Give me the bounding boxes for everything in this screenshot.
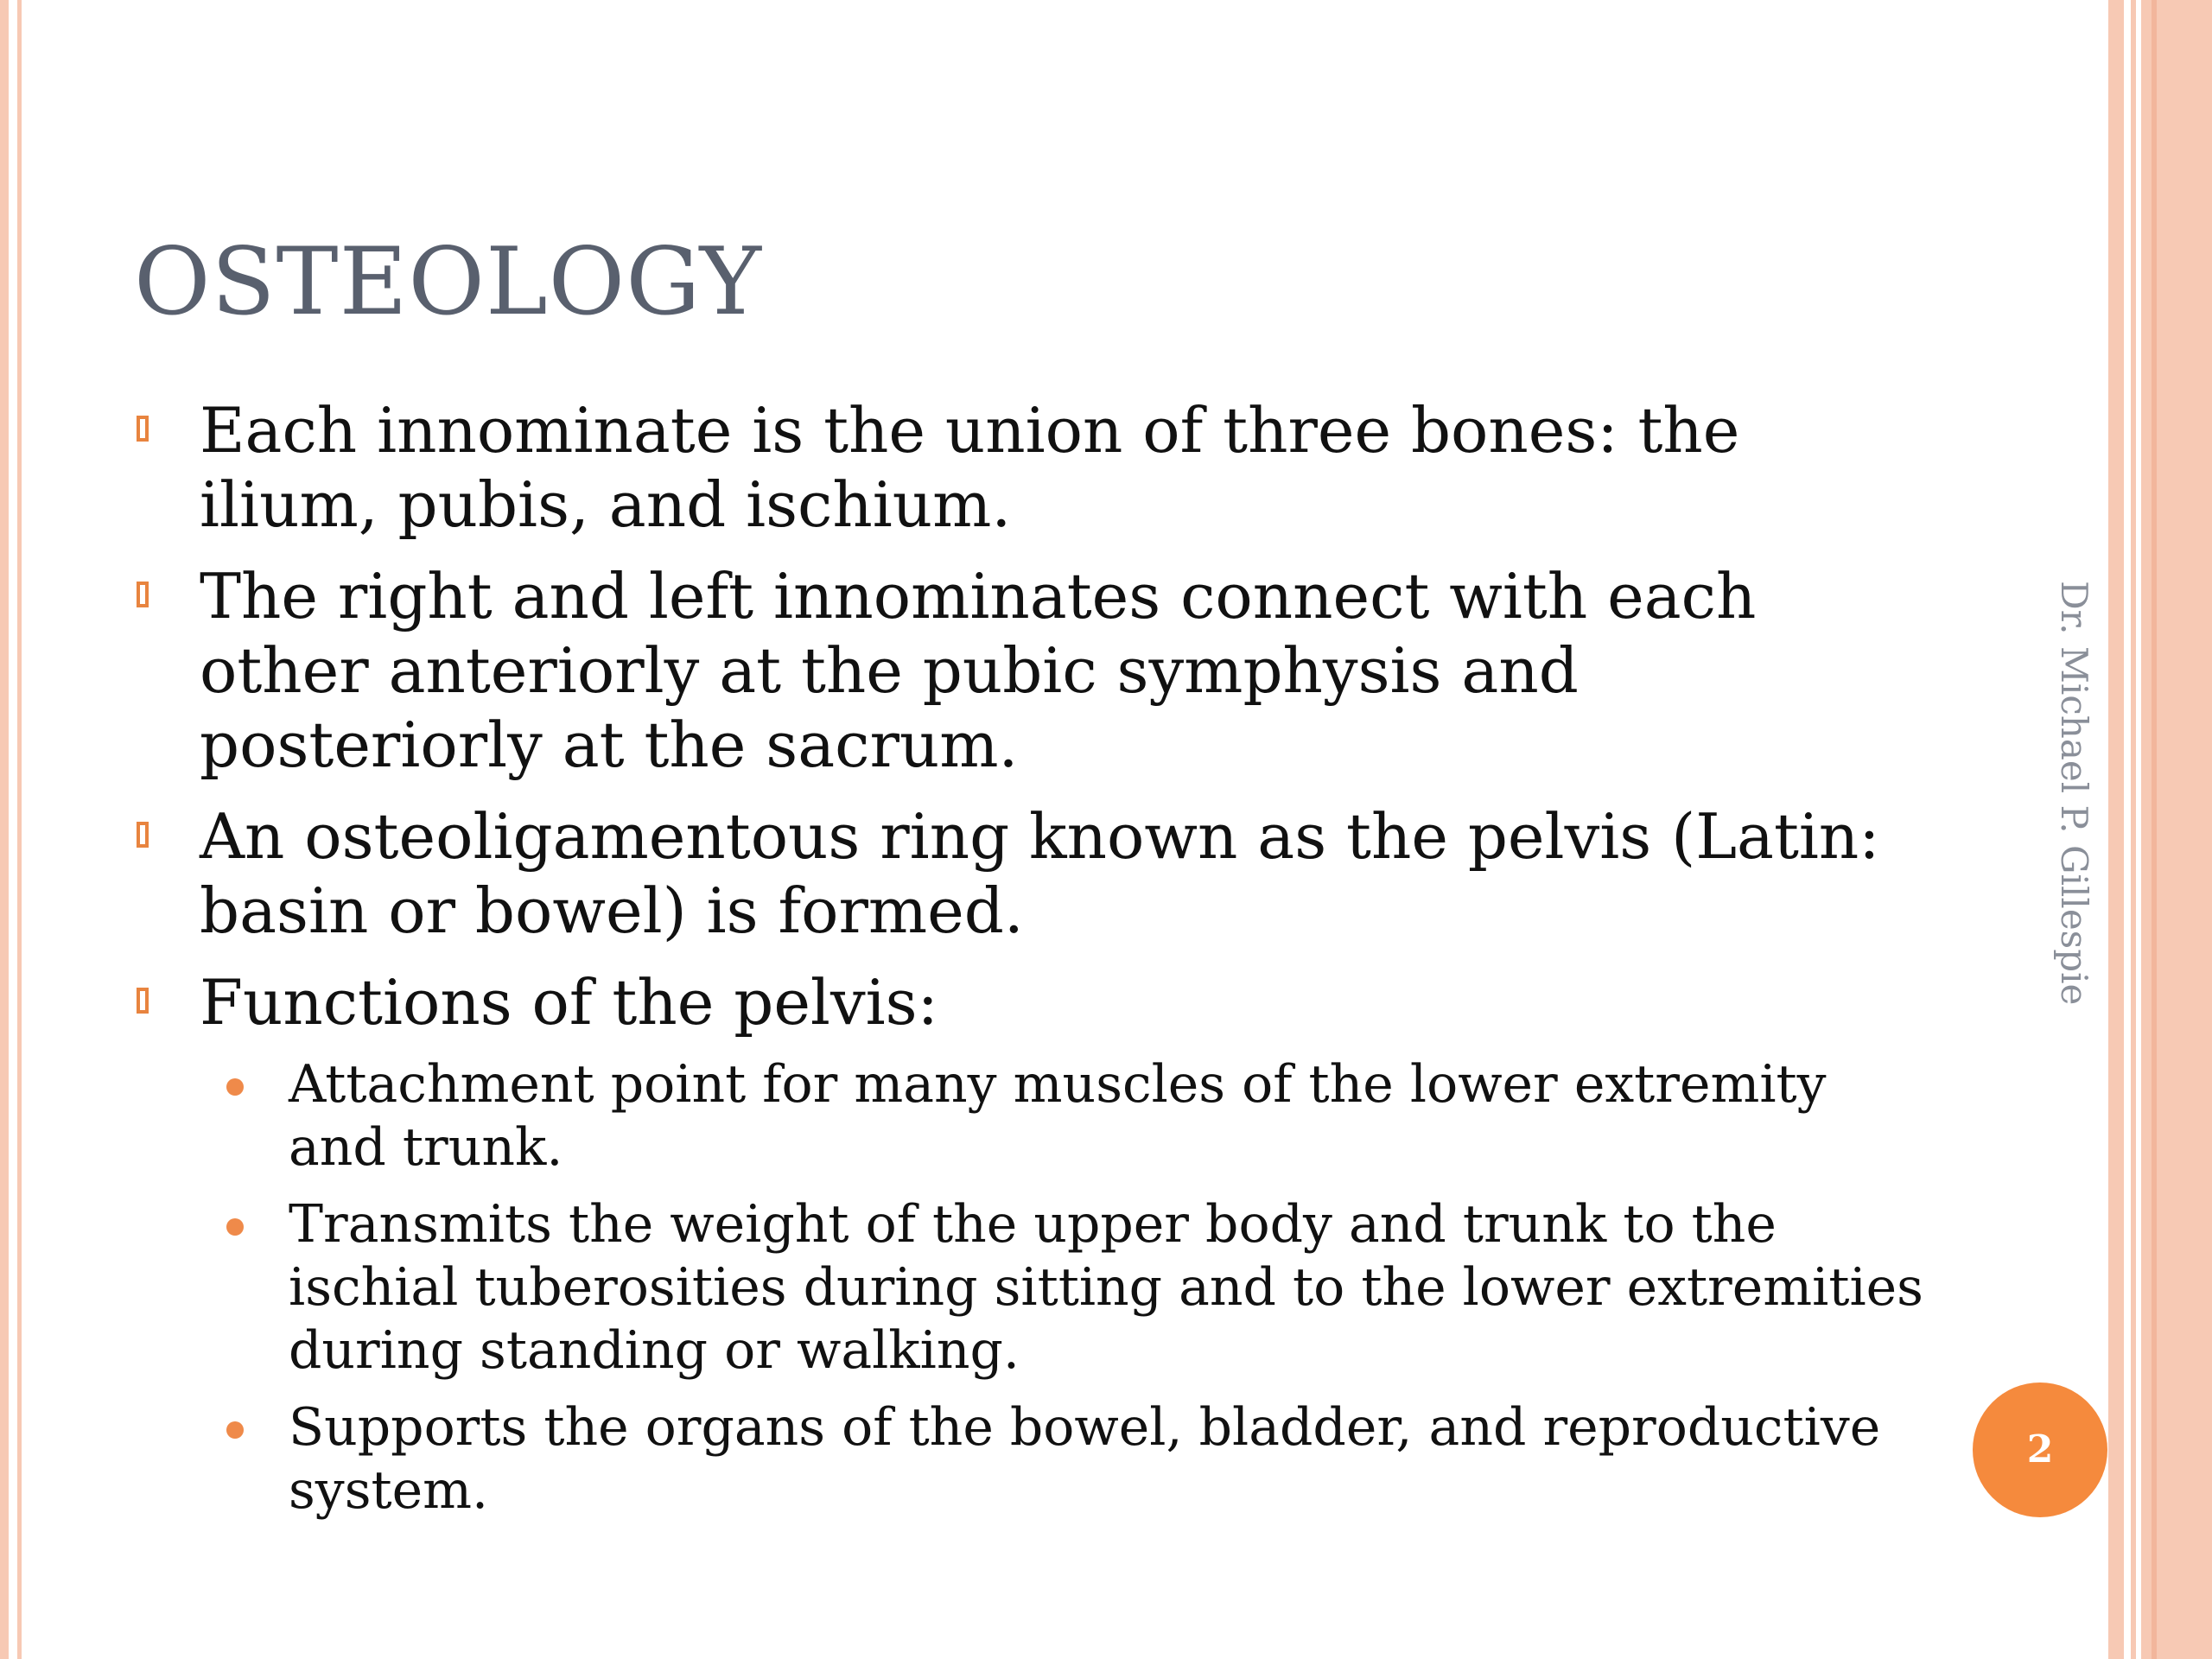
author-footer: Dr. Michael P. Gillespie (2053, 581, 2095, 1006)
right-border-stripe-thin (2131, 0, 2136, 1659)
left-border-stripe-thin (17, 0, 22, 1659)
sub-bullet-item (130, 1396, 1936, 1522)
sub-bullet-item (130, 1193, 1936, 1382)
square-bullet-icon (137, 416, 149, 442)
right-border-band-line (2152, 0, 2157, 1659)
sub-bullet-item (130, 1053, 1936, 1179)
dot-bullet-icon (226, 1218, 244, 1236)
dot-bullet-icon (226, 1421, 244, 1439)
right-border-stripe (2108, 0, 2124, 1659)
square-bullet-icon (137, 988, 149, 1014)
bullet-item (130, 965, 1936, 1039)
sub-bullet-text: Transmits the weight of the upper body and trunk to the ischial tuberosities during sitting and to the lower extremities during standing or walking. (289, 1194, 1923, 1381)
bullet-text: An osteoligamentous ring known as the pelvis (Latin: basin or bowel) is formed. (200, 800, 1880, 947)
sub-bullet-text: Attachment point for many muscles of the lower extremity and trunk. (289, 1054, 1827, 1178)
slide-title: OSTEOLOGY (134, 228, 762, 336)
page-number-badge: 2 (1973, 1382, 2107, 1517)
left-border-stripe (0, 0, 9, 1659)
dot-bullet-icon (226, 1078, 244, 1096)
bullet-text: Functions of the pelvis: (200, 966, 938, 1039)
square-bullet-icon (137, 582, 149, 607)
bullet-item (130, 799, 1936, 948)
bullet-text: Each innominate is the union of three bones: the ilium, pubis, and ischium. (200, 394, 1740, 541)
sub-bullet-text: Supports the organs of the bowel, bladder, and reproductive system. (289, 1397, 1881, 1521)
bullet-item (130, 393, 1936, 542)
square-bullet-icon (137, 822, 149, 848)
bullet-item (130, 559, 1936, 782)
bullet-text: The right and left innominates connect with each other anteriorly at the pubic symphysis and posteriorly at the sacrum. (200, 560, 1757, 781)
slide-body (130, 393, 1936, 1536)
sub-bullet-list (130, 1053, 1936, 1522)
